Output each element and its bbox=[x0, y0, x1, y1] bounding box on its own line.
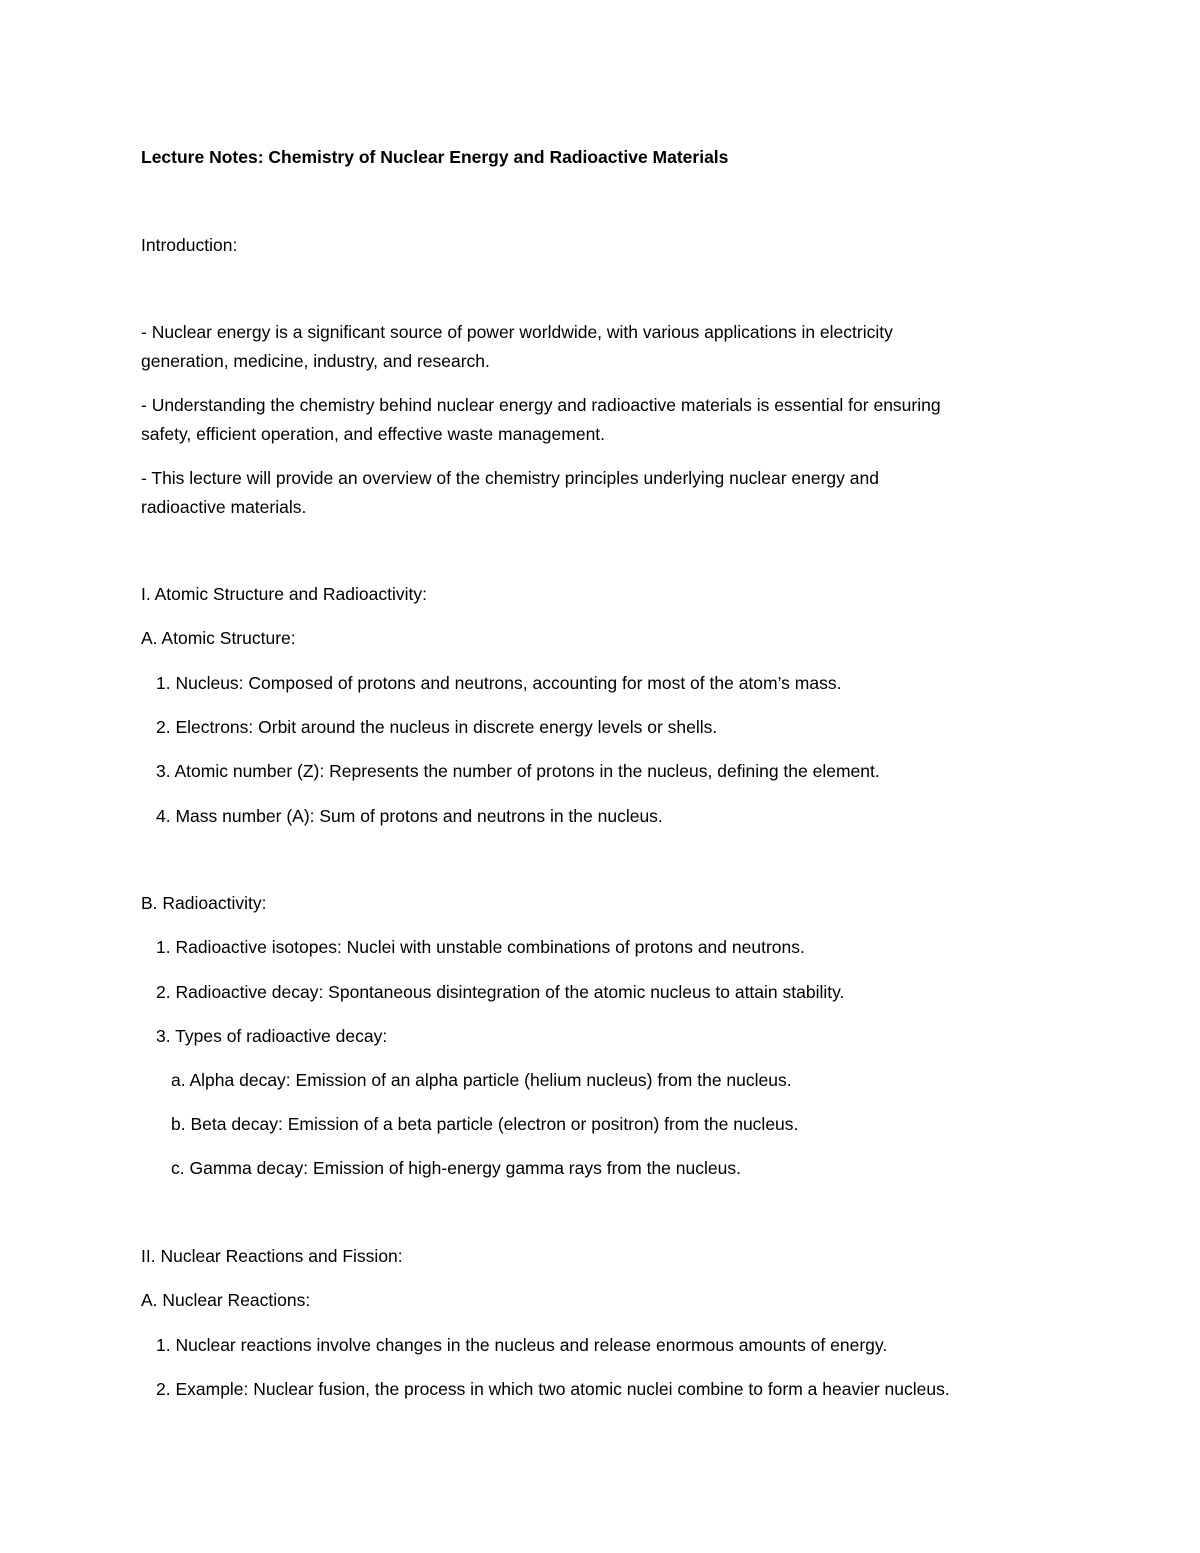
section-1b-subitem-b: b. Beta decay: Emission of a beta particle (electron or positron) from the nucleus. bbox=[171, 1114, 799, 1134]
section-1b-heading: B. Radioactivity: bbox=[141, 893, 267, 913]
intro-bullet-3-line-2: radioactive materials. bbox=[141, 497, 307, 517]
section-1b-subitem-a: a. Alpha decay: Emission of an alpha particle (helium nucleus) from the nucleus. bbox=[171, 1070, 792, 1090]
section-2a-item-1: 1. Nuclear reactions involve changes in the nucleus and release enormous amounts of energy. bbox=[156, 1335, 888, 1355]
intro-bullet-2-line-1: - Understanding the chemistry behind nuclear energy and radioactive materials is essential for ensuring bbox=[141, 395, 941, 415]
intro-bullet-2-line-2: safety, efficient operation, and effective waste management. bbox=[141, 424, 606, 444]
document-title: Lecture Notes: Chemistry of Nuclear Energy and Radioactive Materials bbox=[141, 147, 729, 167]
section-1b-item-3: 3. Types of radioactive decay: bbox=[156, 1026, 388, 1046]
section-2a-item-2: 2. Example: Nuclear fusion, the process in which two atomic nuclei combine to form a heavier nucleus. bbox=[156, 1379, 950, 1399]
section-2a-heading: A. Nuclear Reactions: bbox=[141, 1290, 311, 1310]
section-1-heading: I. Atomic Structure and Radioactivity: bbox=[141, 584, 427, 604]
section-2-heading: II. Nuclear Reactions and Fission: bbox=[141, 1246, 403, 1266]
section-1a-item-3: 3. Atomic number (Z): Represents the number of protons in the nucleus, defining the element. bbox=[156, 761, 880, 781]
section-1a-heading: A. Atomic Structure: bbox=[141, 628, 296, 648]
section-1a-item-2: 2. Electrons: Orbit around the nucleus in discrete energy levels or shells. bbox=[156, 717, 718, 737]
section-1a-item-4: 4. Mass number (A): Sum of protons and neutrons in the nucleus. bbox=[156, 806, 663, 826]
intro-bullet-1-line-2: generation, medicine, industry, and research. bbox=[141, 351, 490, 371]
section-1a-item-1: 1. Nucleus: Composed of protons and neutrons, accounting for most of the atom’s mass. bbox=[156, 673, 842, 693]
section-1b-item-2: 2. Radioactive decay: Spontaneous disintegration of the atomic nucleus to attain stability. bbox=[156, 982, 845, 1002]
intro-heading: Introduction: bbox=[141, 235, 238, 255]
section-1b-subitem-c: c. Gamma decay: Emission of high-energy gamma rays from the nucleus. bbox=[171, 1158, 741, 1178]
intro-bullet-3-line-1: - This lecture will provide an overview of the chemistry principles underlying nuclear energy and bbox=[141, 468, 879, 488]
section-1b-item-1: 1. Radioactive isotopes: Nuclei with unstable combinations of protons and neutrons. bbox=[156, 937, 805, 957]
intro-bullet-1-line-1: - Nuclear energy is a significant source of power worldwide, with various applications in electricity bbox=[141, 322, 893, 342]
